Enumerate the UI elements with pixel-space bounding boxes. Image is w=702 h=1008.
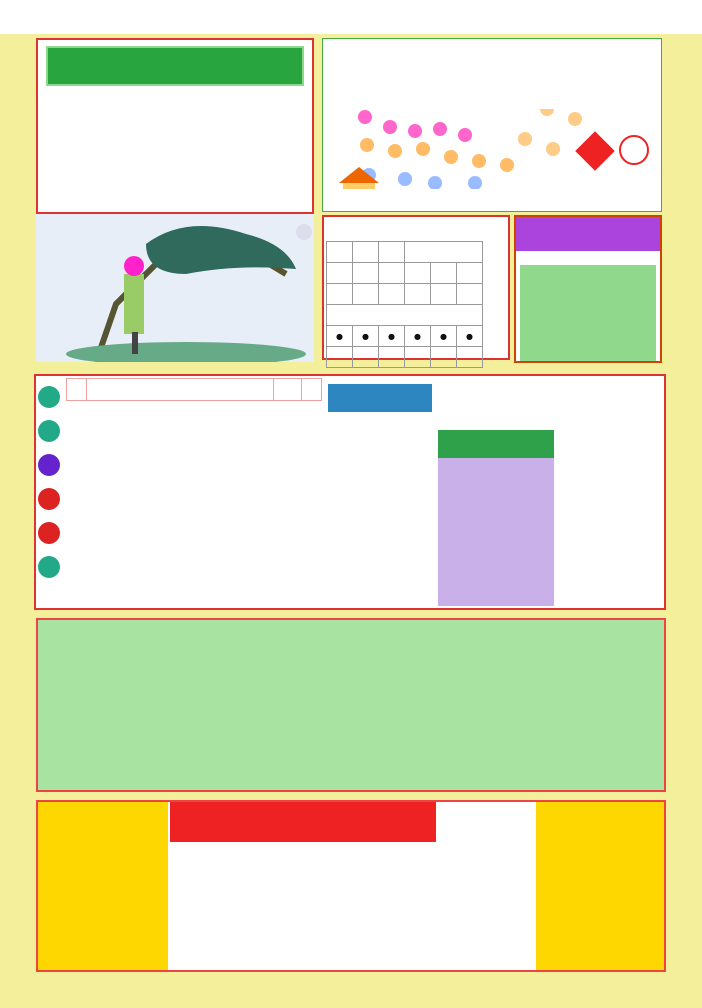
zhou-m2 (327, 347, 353, 368)
ji-answer (619, 135, 649, 165)
side-circles (38, 386, 62, 578)
h-special (274, 379, 302, 401)
subscribe-panel (36, 38, 314, 214)
h-numbers (87, 379, 274, 401)
side-circle (38, 556, 60, 578)
h-period (67, 379, 87, 401)
bai-panel (514, 215, 662, 363)
bottom-section (36, 800, 666, 972)
zhou-m2 (379, 347, 405, 368)
side-circle (38, 386, 60, 408)
side-circle (38, 420, 60, 442)
side-circle (38, 522, 60, 544)
zhou-h2 (353, 242, 379, 263)
qq-box (38, 802, 168, 970)
dot-icon: ● (405, 326, 431, 347)
zhou-title (324, 217, 508, 239)
nn-mid-title (438, 430, 554, 458)
zhou-m (405, 284, 431, 305)
dot-icon: ● (379, 326, 405, 347)
zhou-m (327, 284, 353, 305)
landscape-illustration (36, 214, 314, 362)
bai-title (516, 217, 660, 251)
zhou-m (379, 284, 405, 305)
zhou-v (457, 263, 483, 284)
zhou-m (457, 284, 483, 305)
thanks-box (536, 802, 664, 970)
zhou-v (405, 263, 431, 284)
red-number-table (66, 378, 322, 401)
h-check (302, 379, 322, 401)
side-circle (38, 488, 60, 510)
zhou-strategy-panel (322, 215, 510, 360)
zhou-table (326, 241, 483, 368)
nn-center (438, 430, 554, 606)
dot-icon: ● (327, 326, 353, 347)
zhou-m2 (431, 347, 457, 368)
zhou-m (353, 284, 379, 305)
zodiac-cards-section (36, 618, 666, 792)
zhou-m2 (353, 347, 379, 368)
main-title (170, 802, 436, 842)
dot-icon: ● (431, 326, 457, 347)
nn-title (328, 384, 432, 412)
middle-section (34, 374, 666, 610)
zhou-m2 (405, 347, 431, 368)
zhou-h3 (379, 242, 405, 263)
zhou-m (431, 284, 457, 305)
zhou-v (327, 263, 353, 284)
zhou-row2-label (327, 305, 483, 326)
zhou-h4 (405, 242, 483, 263)
side-circle (38, 454, 60, 476)
iq-panel (322, 38, 662, 212)
zhou-h1 (327, 242, 353, 263)
nn-panel (328, 380, 662, 606)
subscribe-title (46, 46, 304, 86)
top-bar (0, 0, 702, 34)
dot-icon: ● (353, 326, 379, 347)
zhou-v (431, 263, 457, 284)
zhou-v (353, 263, 379, 284)
bai-poem (520, 265, 656, 361)
zhou-v (379, 263, 405, 284)
zhou-m2 (457, 347, 483, 368)
dot-icon: ● (457, 326, 483, 347)
